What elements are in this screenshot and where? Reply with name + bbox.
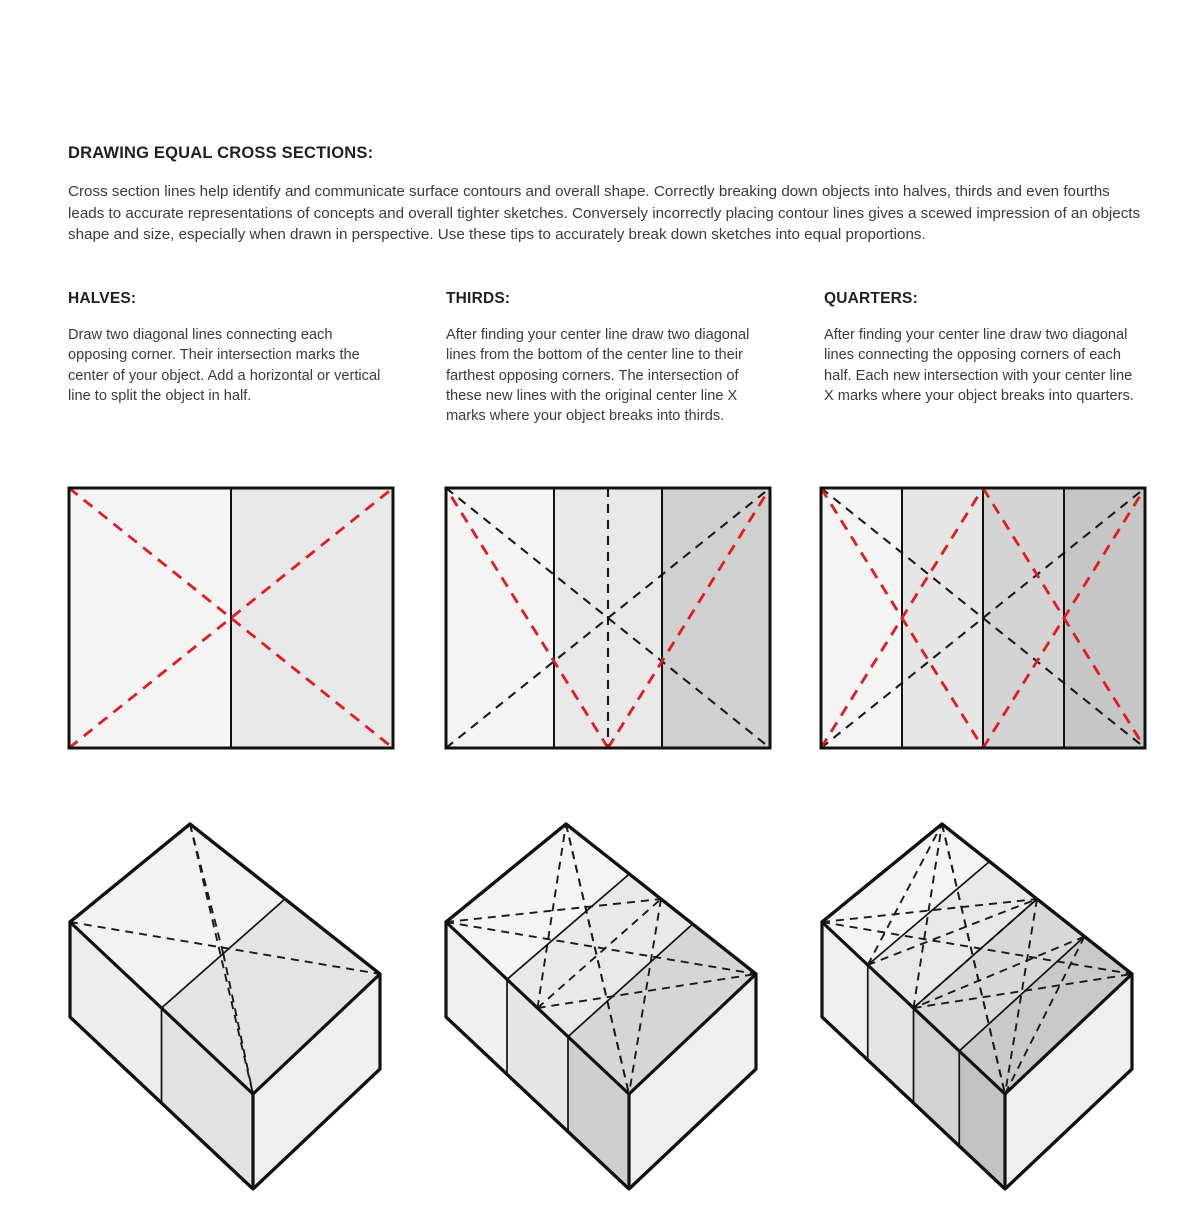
column-thirds: [446, 290, 766, 427]
column-headings-row: [68, 290, 1144, 427]
page-content: [68, 144, 1144, 427]
panel-0: [69, 488, 231, 748]
panel-0: [821, 488, 902, 748]
column-title-halves: HALVES:: [68, 289, 137, 307]
solid-diagram-halves: [60, 774, 410, 1074]
flat-diagram-thirds: [445, 487, 771, 749]
panel-2: [662, 488, 770, 748]
panel-3: [1064, 488, 1145, 748]
column-title-quarters: QUARTERS:: [824, 289, 918, 307]
flat-diagram-quarters: [820, 487, 1146, 749]
solid-diagram-thirds: [436, 774, 786, 1074]
intro-paragraph: Cross section lines help identify and communicate surface contours and overall shape. Correctly breaking down objects into halves, thirds and even fourths leads to accurate representations of concepts and overall tighter sketches. Conversely incorrectly placing contour lines gives a scewed impression of an objects shape and size, especially when drawn in perspective. Use these tips to accurately break down sketches into equal proportions.: [68, 183, 1141, 244]
column-body-thirds: After finding your center line draw two diagonal lines from the bottom of the center line to their farthest opposing corners. The intersection of these new lines with the original center line X marks where your object breaks into thirds.: [446, 326, 750, 425]
panel-1: [231, 488, 393, 748]
flat-diagrams-row: [68, 487, 1144, 749]
flat-diagram-halves: [68, 487, 394, 749]
column-body-quarters: After finding your center line draw two diagonal lines connecting the opposing corners of each half. Each new intersection with your center line X marks where your object breaks into quarters.: [824, 326, 1134, 404]
column-title-thirds: THIRDS:: [446, 289, 511, 307]
page-title: DRAWING EQUAL CROSS SECTIONS:: [68, 144, 374, 162]
panel-2: [983, 488, 1064, 748]
solid-diagrams-row: [68, 774, 1144, 1074]
panel-1: [902, 488, 983, 748]
column-halves: [68, 290, 388, 427]
column-body-halves: Draw two diagonal lines connecting each opposing corner. Their intersection marks the center of your object. Add a horizontal or vertical line to split the object in half.: [68, 326, 381, 404]
panel-0: [446, 488, 554, 748]
solid-diagram-quarters: [812, 774, 1162, 1074]
column-quarters: [824, 290, 1144, 427]
